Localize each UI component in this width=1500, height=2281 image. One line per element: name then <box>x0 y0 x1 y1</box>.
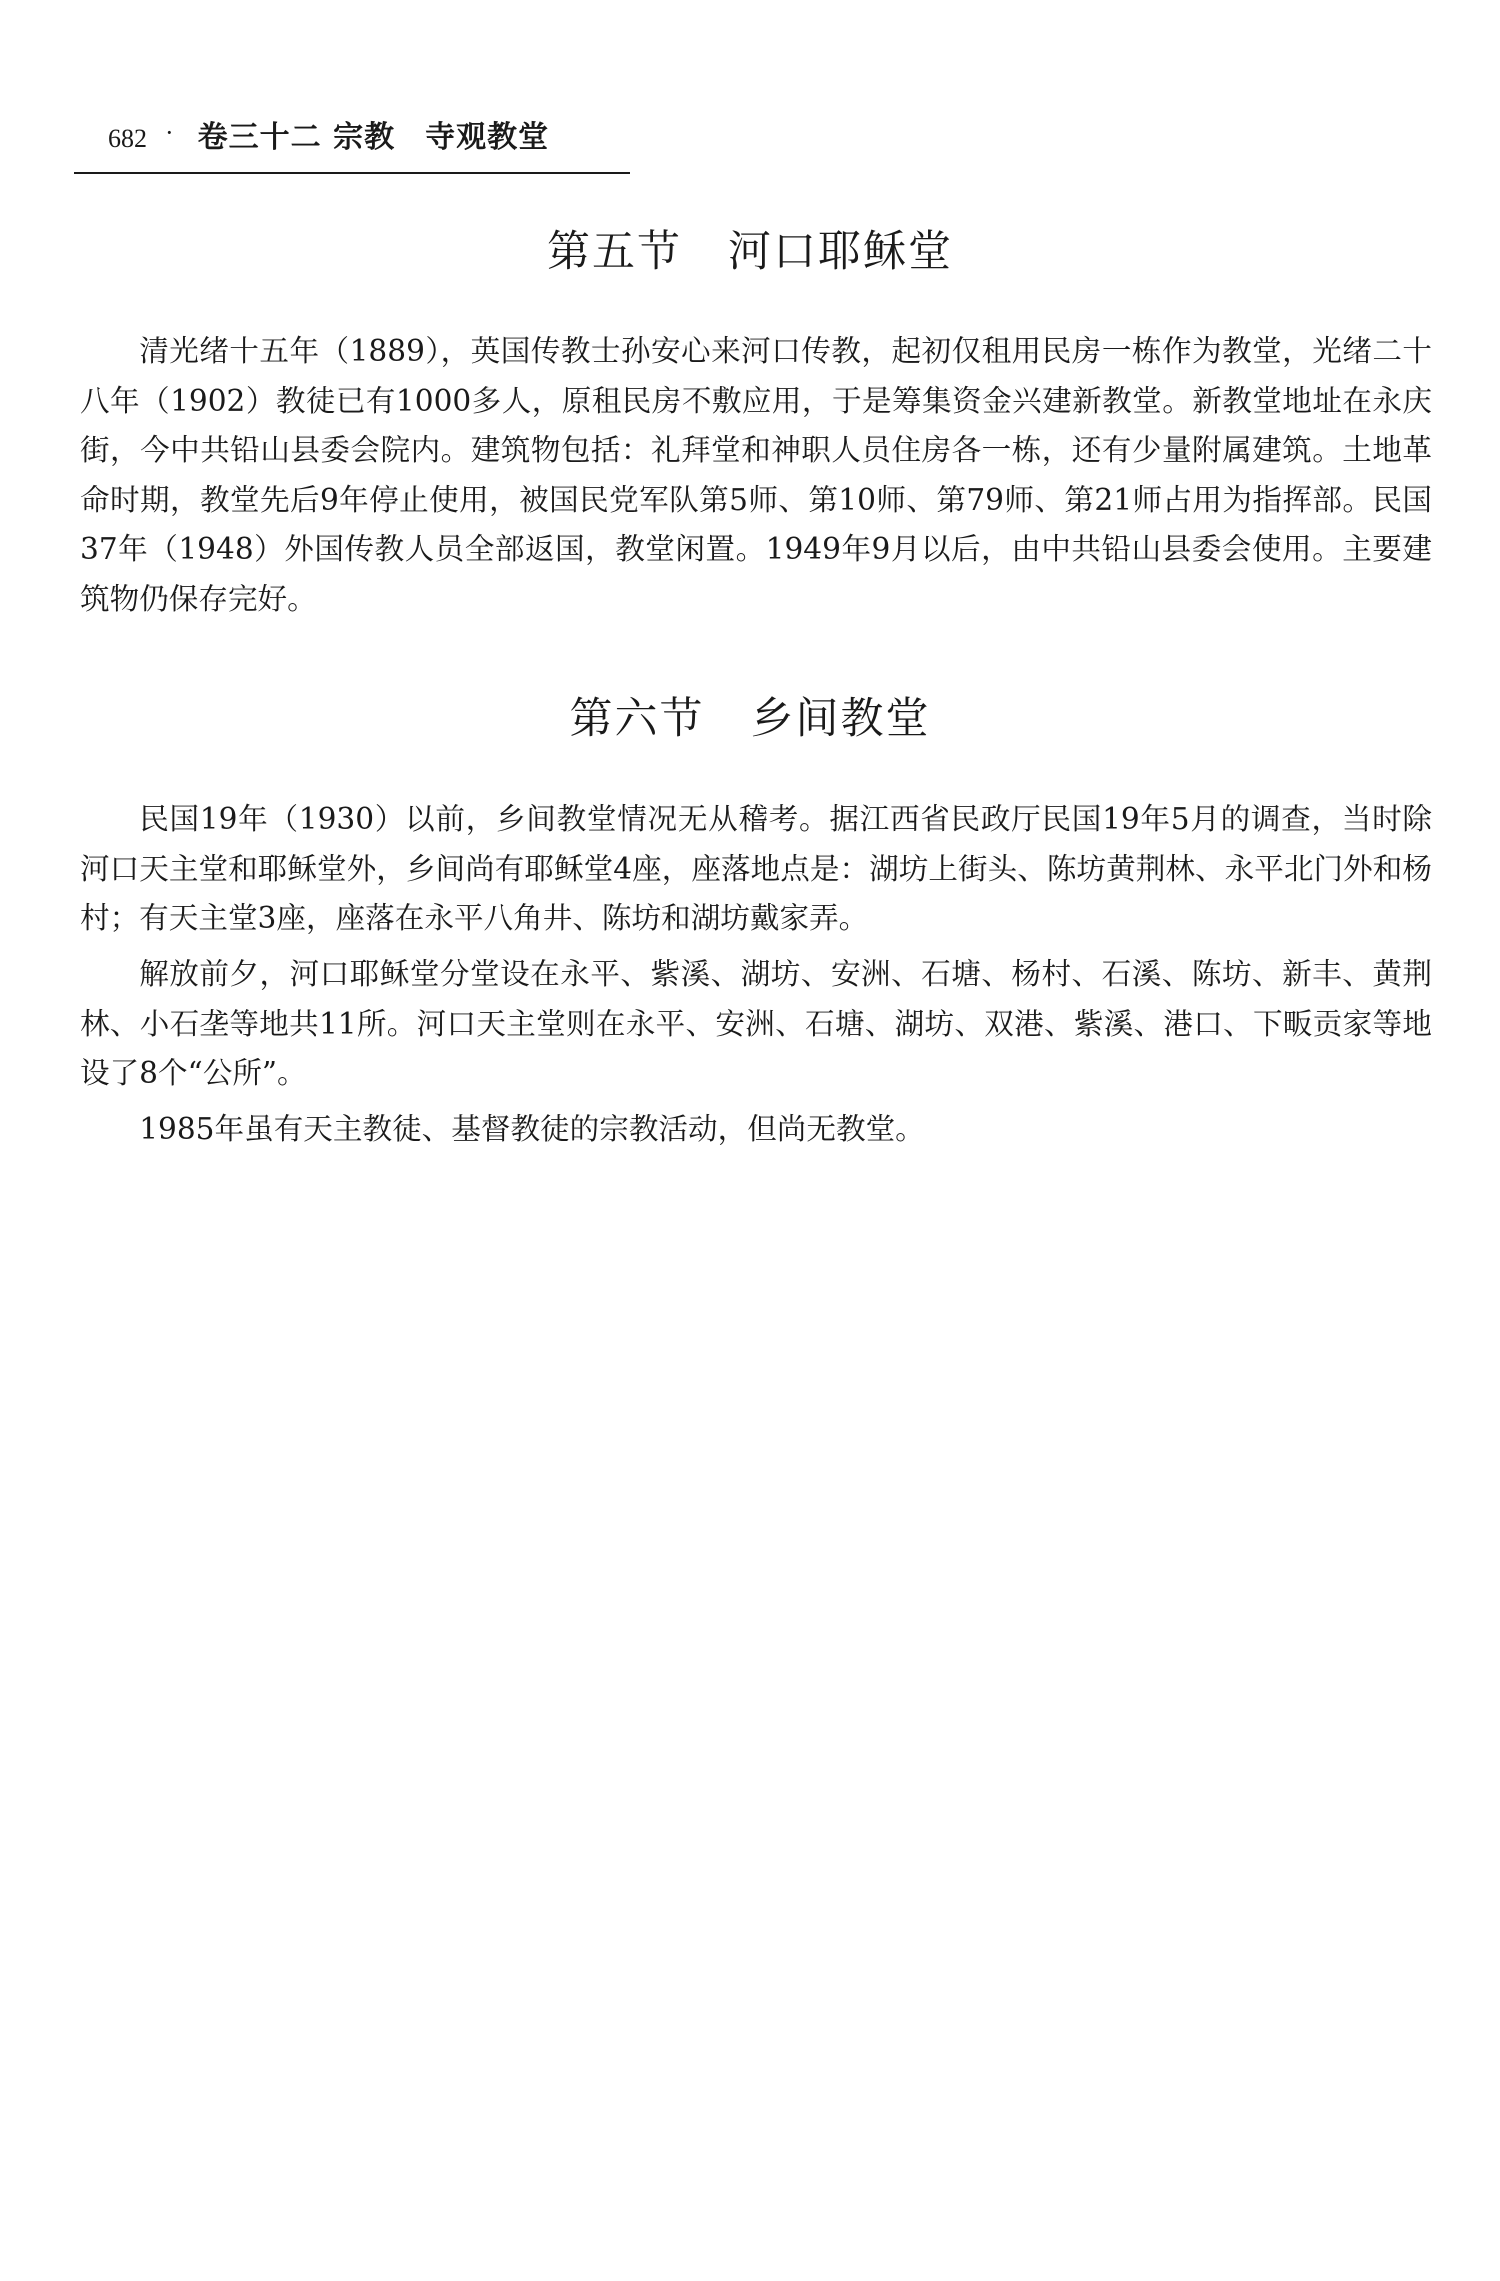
page-number: 682 <box>108 124 147 153</box>
running-head <box>108 112 628 162</box>
section-6-paragraph-3: 1985年虽有天主教徒、基督教徒的宗教活动，但尚无教堂。 <box>139 1112 925 1146</box>
section-6-paragraph-2: 解放前夕，河口耶稣堂分堂设在永平、紫溪、湖坊、安洲、石塘、杨村、石溪、陈坊、新丰、黄荆林、小石垄等地共11所。河口天主堂则在永平、安洲、石塘、湖坊、双港、紫溪、港口、下畈贡家等地设了8个“公所”。 <box>80 957 1432 1090</box>
section-6-paragraph-1: 民国19年（1930）以前，乡间教堂情况无从稽考。据江西省民政厅民国19年5月的调查，当时除河口天主堂和耶稣堂外，乡间尚有耶稣堂4座，座落地点是：湖坊上街头、陈坊黄荆林、永平北门外和杨村；有天主堂3座，座落在永平八角井、陈坊和湖坊戴家弄。 <box>80 802 1432 935</box>
volume-title: 卷三十二 宗教 <box>197 120 396 155</box>
section-5-number: 第五节 <box>547 227 682 277</box>
header-rule <box>74 172 630 174</box>
section-6-heading <box>0 685 1500 746</box>
section-6-title: 乡间教堂 <box>750 694 931 744</box>
header-section-title: 寺观教堂 <box>425 120 550 155</box>
section-5-title: 河口耶稣堂 <box>728 227 953 277</box>
header-separator: · <box>165 118 174 147</box>
section-6-number: 第六节 <box>569 694 705 744</box>
section-5-heading <box>0 218 1500 279</box>
section-5-paragraph-1: 清光绪十五年（1889），英国传教士孙安心来河口传教，起初仅租用民房一栋作为教堂，光绪二十八年（1902）教徒已有1000多人，原租民房不敷应用，于是筹集资金兴建新教堂。新教堂地址在永庆街，今中共铅山县委会院内。建筑物包括：礼拜堂和神职人员住房各一栋，还有少量附属建筑。土地革命时期，教堂先后9年停止使用，被国民党军队第5师、第10师、第79师、第21师占用为指挥部。民国37年（1948）外国传教人员全部返国，教堂闲置。1949年9月以后，由中共铅山县委会使用。主要建筑物仍保存完好。 <box>80 334 1432 616</box>
